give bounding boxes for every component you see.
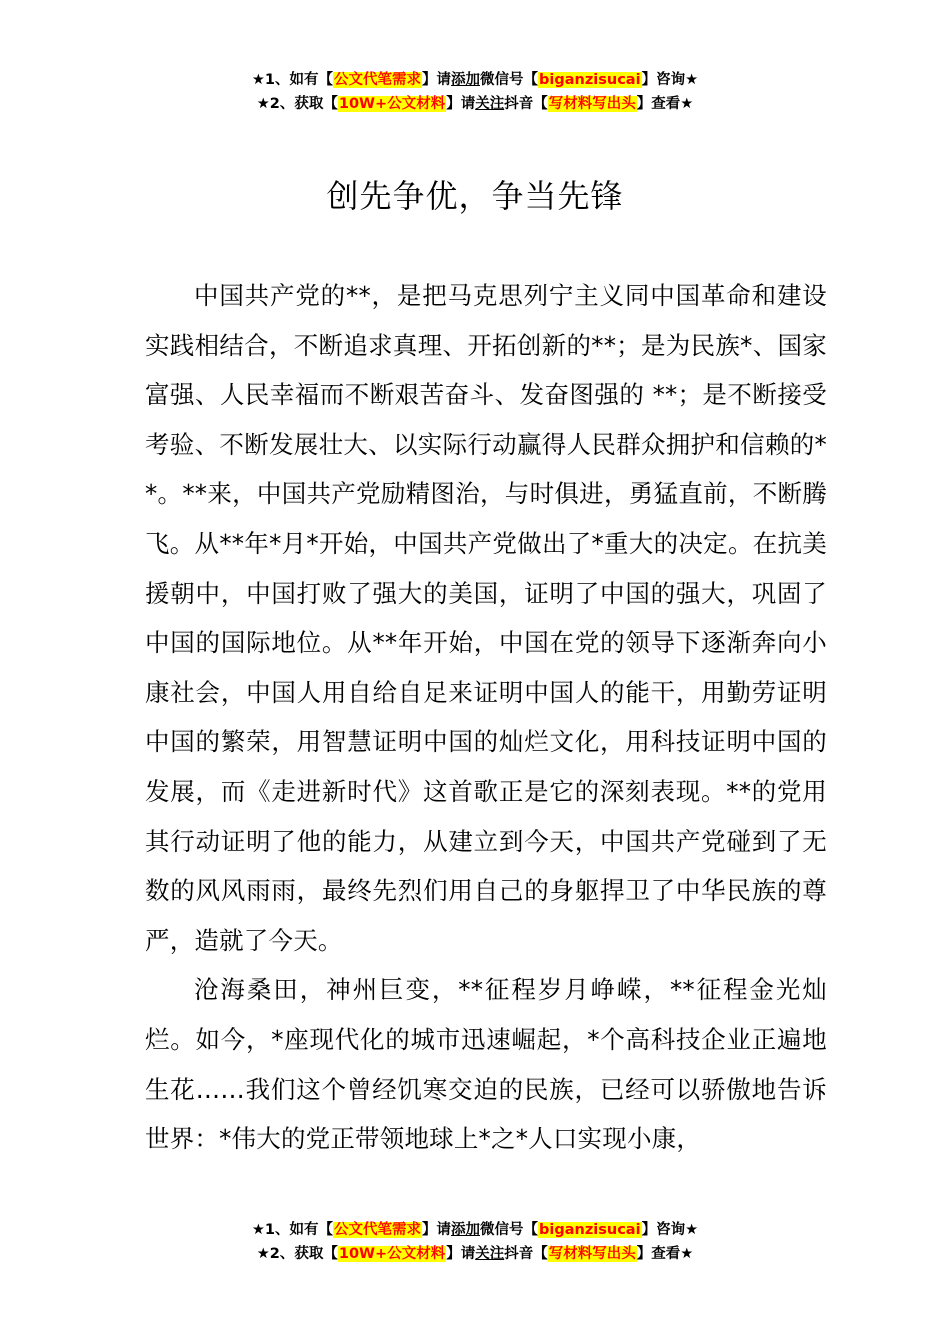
banner-text: 】请 bbox=[422, 1222, 452, 1238]
banner-text: 抖音【 bbox=[504, 96, 548, 112]
header-banner bbox=[0, 68, 950, 116]
banner-line-1 bbox=[0, 1218, 950, 1242]
banner-underline-add: 添加 bbox=[451, 72, 481, 88]
banner-highlight-wechat-id: biganzisucai bbox=[539, 72, 641, 88]
banner-text: ★2、获取【 bbox=[256, 1246, 338, 1262]
paragraph-1: 中国共产党的**，是把马克思列宁主义同中国革命和建设实践相结合，不断追求真理、开拓创新的**；是为民族*、国家富强、人民幸福而不断艰苦奋斗、发奋图强的 **；是不断接受考验、不断发展壮大、以实际行动赢得人民群众拥护和信赖的**。**来，中国共产党励精图治，与时俱进，勇猛直前，不断腾飞。从**年*月*开始，中国共产党做出了*重大的决定。在抗美援朝中，中国打败了强大的美国，证明了中国的强大，巩固了中国的国际地位。从**年开始，中国在党的领导下逐渐奔向小康社会，中国人用自给自足来证明中国人的能干，用勤劳证明中国的繁荣，用智慧证明中国的灿烂文化，用科技证明中国的发展，而《走进新时代》这首歌正是它的深刻表现。**的党用其行动证明了他的能力，从建立到今天，中国共产党碰到了无数的风风雨雨，最终先烈们用自己的身躯捍卫了中华民族的尊严，造就了今天。 bbox=[145, 281, 827, 955]
banner-text: 】请 bbox=[422, 72, 452, 88]
banner-highlight-douyin: 写材料写出头 bbox=[548, 1246, 636, 1262]
banner-line-2 bbox=[0, 1242, 950, 1266]
banner-text: ★1、如有【 bbox=[251, 72, 334, 88]
banner-highlight-materials: 10W+公文材料 bbox=[338, 1246, 446, 1262]
banner-highlight-materials: 10W+公文材料 bbox=[338, 96, 446, 112]
banner-text: ★1、如有【 bbox=[251, 1222, 334, 1238]
banner-highlight-service: 公文代笔需求 bbox=[334, 72, 422, 88]
banner-line-1 bbox=[0, 68, 950, 92]
banner-text: 微信号【 bbox=[480, 72, 539, 88]
banner-underline-follow: 关注 bbox=[475, 96, 505, 112]
banner-highlight-wechat-id: biganzisucai bbox=[539, 1222, 641, 1238]
banner-text: 】查看★ bbox=[636, 1246, 694, 1262]
banner-highlight-service: 公文代笔需求 bbox=[334, 1222, 422, 1238]
paragraph-2: 沧海桑田，神州巨变，**征程岁月峥嵘，**征程金光灿烂。如今，*座现代化的城市迅速崛起，*个高科技企业正遍地生花……我们这个曾经饥寒交迫的民族，已经可以骄傲地告诉世界：*伟大的党正带领地球上*之*人口实现小康， bbox=[145, 975, 827, 1154]
document-title: 创先争优，争当先锋 bbox=[326, 177, 624, 215]
banner-text: 】咨询★ bbox=[641, 1222, 699, 1238]
banner-underline-follow: 关注 bbox=[475, 1246, 505, 1262]
banner-text: 】请 bbox=[446, 96, 476, 112]
banner-highlight-douyin: 写材料写出头 bbox=[548, 96, 636, 112]
banner-line-2 bbox=[0, 92, 950, 116]
banner-text: 微信号【 bbox=[480, 1222, 539, 1238]
banner-text: 】咨询★ bbox=[641, 72, 699, 88]
document-body bbox=[145, 271, 827, 1164]
banner-text: ★2、获取【 bbox=[256, 96, 338, 112]
banner-text: 】查看★ bbox=[636, 96, 694, 112]
banner-text: 抖音【 bbox=[504, 1246, 548, 1262]
banner-text: 】请 bbox=[446, 1246, 476, 1262]
footer-banner bbox=[0, 1218, 950, 1266]
banner-underline-add: 添加 bbox=[451, 1222, 481, 1238]
